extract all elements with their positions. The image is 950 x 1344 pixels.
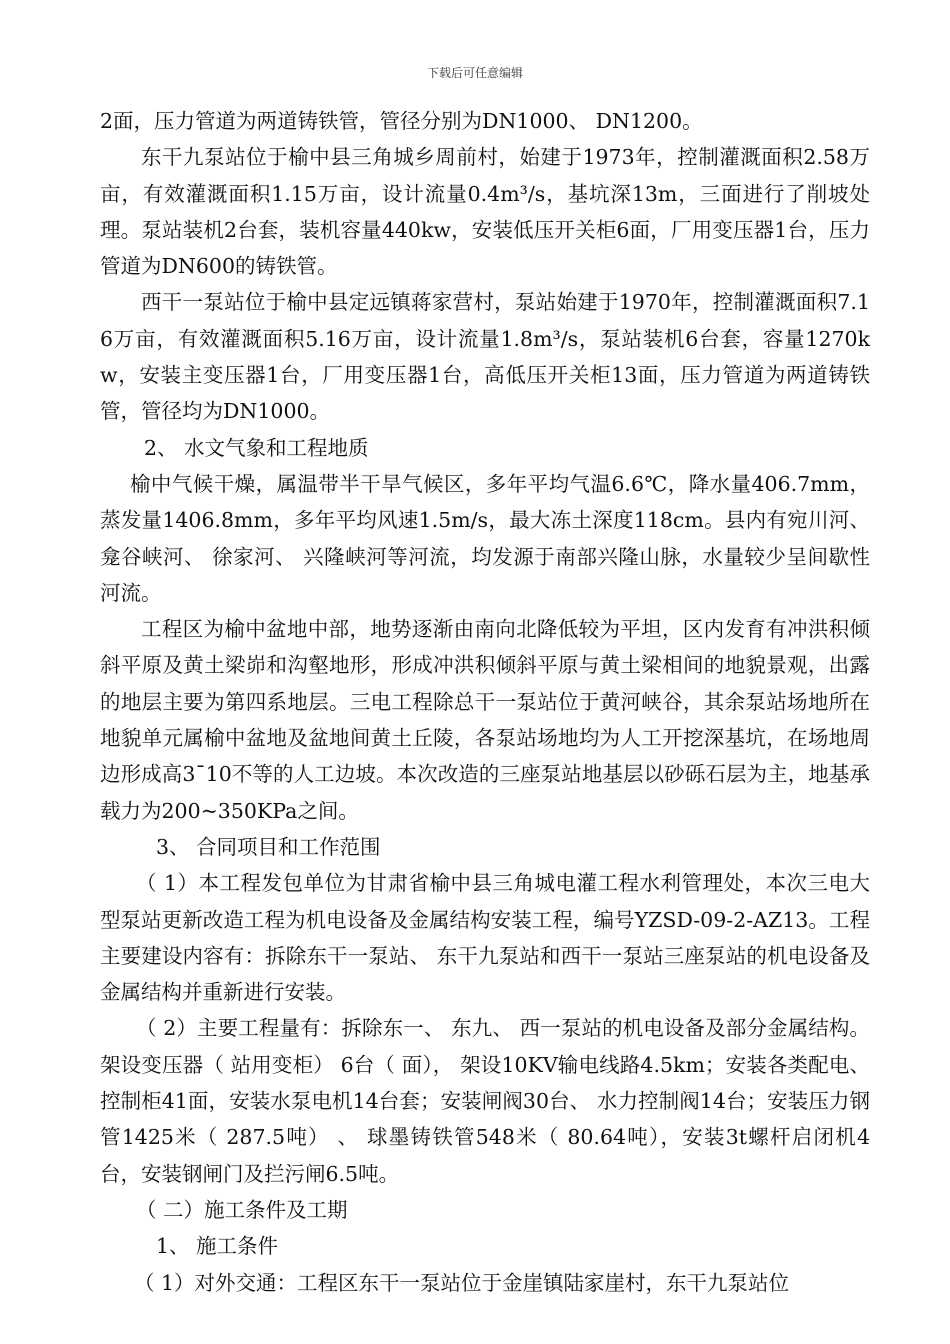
paragraph-contract-1: （ 1）本工程发包单位为甘肃省榆中县三角城电灌工程水利管理处，本次三电大型泵站更新改造工程为机电设备及金属结构安装工程，编号YZSD-09-2-AZ13。工程主要建设内容有：拆除东干一泵站、 东干九泵站和西干一泵站三座泵站的机电设备及金属结构并重新进行安装。 [100,871,870,1005]
paragraph-contract-2: （ 2）主要工程量有：拆除东一、 东九、 西一泵站的机电设备及部分金属结构。架设变压器（ 站用变柜） 6台（ 面）， 架设10KV输电线路4.5km；安装各类配电、 控制柜41面，安装水泵电机14台套；安装闸阀30台、 水力控制阀14台；安装压力钢管1425米（ 287.5吨） 、 球墨铸铁管548米（ 80.64吨），安装3t螺杆启闭机4台，安装钢闸门及拦污闸6.5吨。 [100,1016,870,1186]
paragraph-terrain: 工程区为榆中盆地中部，地势逐渐由南向北降低较为平坦，区内发育有冲洪积倾斜平原及黄土梁峁和沟壑地形，形成冲洪积倾斜平原与黄土梁相间的地貌景观，出露的地层主要为第四系地层。三电工程除总干一泵站位于黄河峡谷，其余泵站场地所在地貌单元属榆中盆地及盆地间黄土丘陵，各泵站场地均为人工开挖深基坑，在场地周边形成高3¯10不等的人工边坡。本次改造的三座泵站地基层以砂砾石层为主，地基承载力为200~350KPa之间。 [100,617,870,823]
heading-construction-conditions: （ 二）施工条件及工期 [136,1197,348,1222]
document-body [100,103,870,1301]
paragraph-xi-1-station: 西干一泵站位于榆中县定远镇蒋家营村，泵站始建于1970年，控制灌溉面积7.16万亩，有效灌溉面积5.16万亩，设计流量1.8m³/s，泵站装机6台套，容量1270kw，安装主变压器1台，厂用变压器1台，高低压开关柜13面，压力管道为两道铸铁管，管径均为DN1000。 [100,290,870,424]
heading-contract-scope: 3、 合同项目和工作范围 [156,834,381,859]
paragraph-external-traffic: （ 1）对外交通：工程区东干一泵站位于金崖镇陆家崖村，东干九泵站位 [134,1270,790,1295]
paragraph-climate: 榆中气候干燥，属温带半干旱气候区，多年平均气温6.6℃，降水量406.7mm，蒸发量1406.8mm，多年平均风速1.5m/s，最大冻土深度118cm。县内有宛川河、 龛谷峡河、 徐家河、 兴隆峡河等河流，均发源于南部兴隆山脉，水量较少呈间歇性河流。 [100,471,870,605]
paragraph-dong-9-station: 东干九泵站位于榆中县三角城乡周前村，始建于1973年，控制灌溉面积2.58万亩，有效灌溉面积1.15万亩，设计流量0.4m³/s，基坑深13m，三面进行了削坡处理。泵站装机2台套，装机容量440kw，安装低压开关柜6面，厂用变压器1台，压力管道为DN600的铸铁管。 [100,145,870,279]
page-header-note: 下载后可任意编辑 [426,66,523,80]
paragraph-1: 2面，压力管道为两道铸铁管，管径分别为DN1000、 DN1200。 [100,109,703,133]
heading-hydrology-geology: 2、 水文气象和工程地质 [144,435,369,460]
heading-conditions-1: 1、 施工条件 [156,1234,279,1259]
